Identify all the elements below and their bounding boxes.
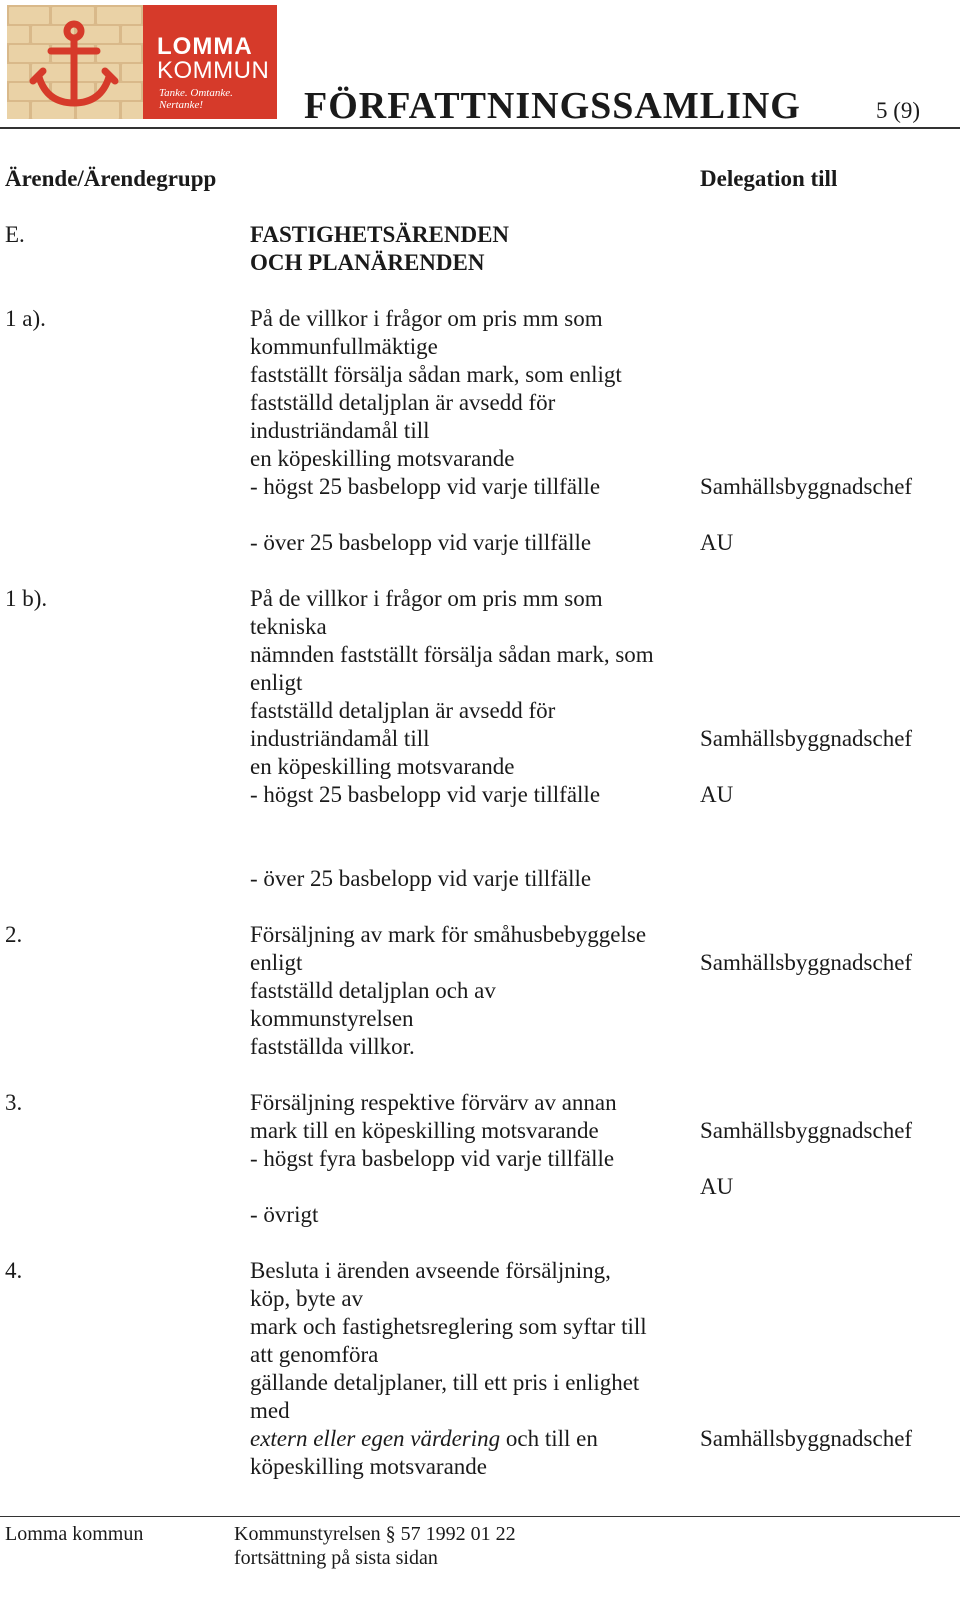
item-text-line: fastställd detaljplan och av [250,978,496,1003]
item-text-line: Besluta i ärenden avseende försäljning, [250,1258,611,1283]
item-text-line: med [250,1398,290,1423]
delegation-value: AU [700,1174,734,1199]
logo-tagline: Tanke. Omtanke. Nertanke! [159,87,233,111]
anchor-icon [29,19,119,111]
item-number: 1 b). [5,586,48,611]
brick-wall-graphic [7,5,143,119]
item-text-line: enligt [250,950,303,975]
column-header-delegation: Delegation till [700,166,838,191]
item-text-line: köp, byte av [250,1286,364,1311]
column-header-matter: Ärende/Ärendegrupp [5,166,217,191]
item-text-line-mixed [250,1424,598,1453]
item-text-line: Försäljning respektive förvärv av annan [250,1090,617,1115]
item-text-line: fastställd detaljplan är avsedd för [250,390,556,415]
item-text-line: mark till en köpeskilling motsvarande [250,1118,599,1143]
item-text-line: - övrigt [250,1202,319,1227]
section-letter: E. [5,222,25,247]
delegation-value: Samhällsbyggnadschef [700,950,913,975]
item-text-line: industriändamål till [250,418,430,443]
delegation-value: AU [700,530,734,555]
item-number: 3. [5,1090,23,1115]
item-text-line: fastställd detaljplan är avsedd för [250,698,556,723]
item-text-line: - högst 25 basbelopp vid varje tillfälle [250,782,601,807]
item-text-line: kommunstyrelsen [250,1006,414,1031]
item-text-line: fastställt försälja sådan mark, som enligt [250,362,622,387]
footer-municipality: Lomma kommun [5,1523,144,1545]
item-text-line: nämnden fastställt försälja sådan mark, som [250,642,654,667]
logo-text-lomma: LOMMA [157,33,253,60]
delegation-value: Samhällsbyggnadschef [700,1118,913,1143]
item-text-line: På de villkor i frågor om pris mm som [250,586,603,611]
document-title: FÖRFATTNINGSSAMLING [304,85,801,127]
lomma-kommun-logo [7,5,277,119]
item-text-line: - över 25 basbelopp vid varje tillfälle [250,866,592,891]
item-text-line: På de villkor i frågor om pris mm som [250,306,603,331]
item-text-line: köpeskilling motsvarande [250,1454,487,1479]
italic-valuation-text: extern eller egen värdering [250,1426,501,1451]
item-text-line: en köpeskilling motsvarande [250,446,515,471]
section-title-line1: FASTIGHETSÄRENDEN [250,222,510,247]
delegation-value: Samhällsbyggnadschef [700,1426,913,1451]
item-text-continuation: och till en [500,1426,598,1451]
item-text-line: industriändamål till [250,726,430,751]
item-text-line: enligt [250,670,303,695]
item-number: 4. [5,1258,23,1283]
item-text-line: mark och fastighetsreglering som syftar till [250,1314,647,1339]
footer-rule [0,1516,960,1517]
item-text-line: att genomföra [250,1342,379,1367]
footer-continuation: fortsättning på sista sidan [234,1547,438,1569]
item-text-line: Försäljning av mark för småhusbebyggelse [250,922,647,947]
item-number: 2. [5,922,23,947]
item-text-line: gällande detaljplaner, till ett pris i enlighet [250,1370,640,1395]
logo-text-kommun: KOMMUN [157,57,270,84]
item-text-line: - högst 25 basbelopp vid varje tillfälle [250,474,601,499]
item-text-line: - högst fyra basbelopp vid varje tillfälle [250,1146,615,1171]
delegation-value: Samhällsbyggnadschef [700,726,913,751]
item-text-line: en köpeskilling motsvarande [250,754,515,779]
delegation-value: Samhällsbyggnadschef [700,474,913,499]
page-number: 5 (9) [876,98,921,123]
section-title-line2: OCH PLANÄRENDEN [250,250,485,275]
item-text-line: - över 25 basbelopp vid varje tillfälle [250,530,592,555]
header-rule [0,127,960,129]
item-number: 1 a). [5,306,46,331]
delegation-value: AU [700,782,734,807]
item-text-line: fastställda villkor. [250,1034,415,1059]
item-text-line: kommunfullmäktige [250,334,438,359]
footer-reference: Kommunstyrelsen § 57 1992 01 22 [234,1523,516,1545]
item-text-line: tekniska [250,614,327,639]
